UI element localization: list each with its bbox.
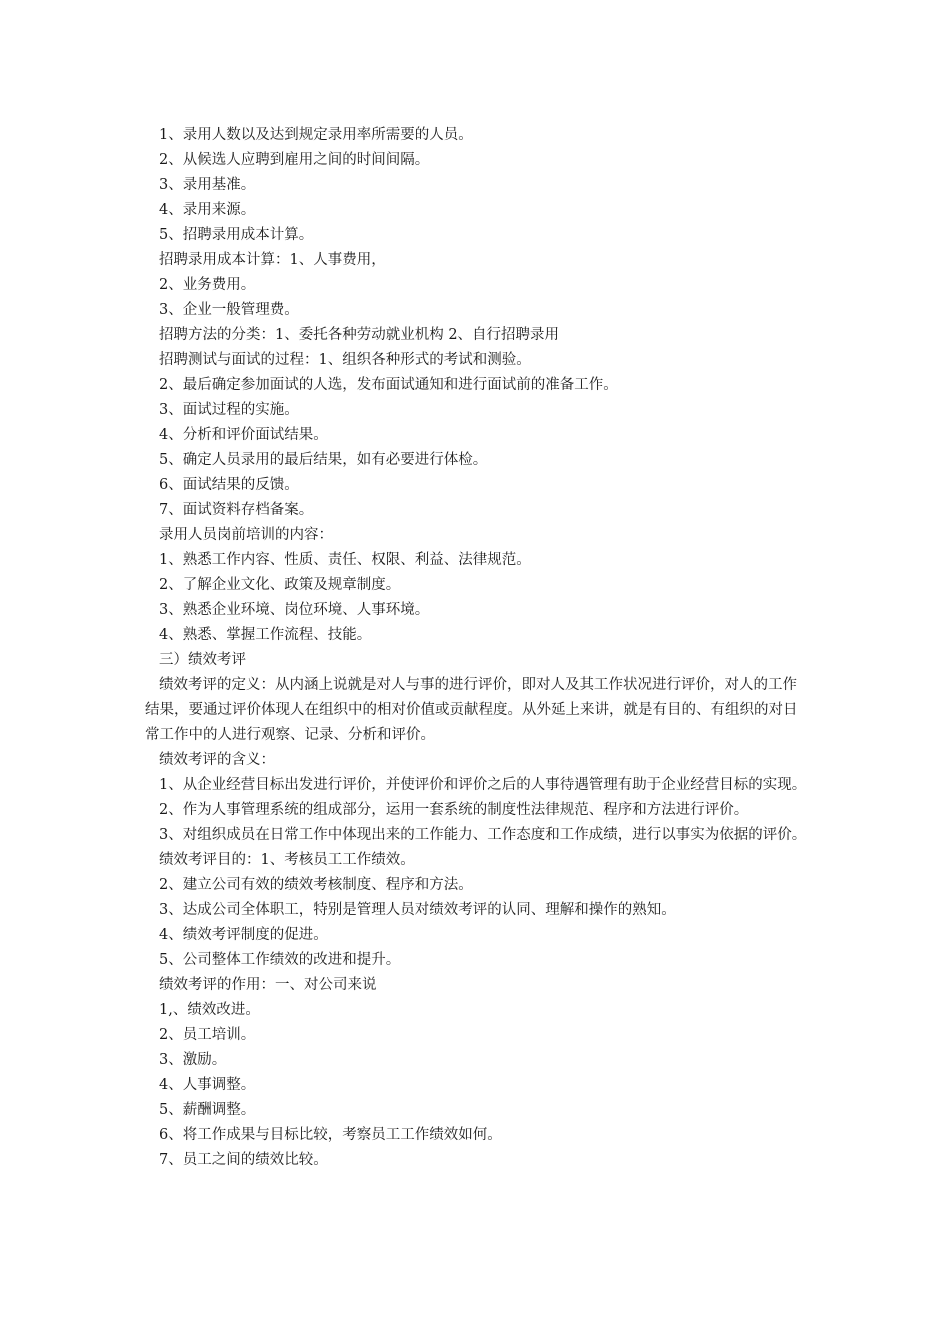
paragraph: 1、熟悉工作内容、性质、责任、权限、利益、法律规范。	[159, 552, 531, 568]
paragraph: 2、作为人事管理系统的组成部分，运用一套系统的制度性法律规范、程序和方法进行评价。	[159, 802, 749, 818]
paragraph: 2、建立公司有效的绩效考核制度、程序和方法。	[159, 877, 473, 893]
paragraph: 3、激励。	[159, 1052, 227, 1068]
paragraph: 3、熟悉企业环境、岗位环境、人事环境。	[159, 602, 430, 618]
paragraph: 3、面试过程的实施。	[159, 402, 299, 418]
paragraph: 3、录用基准。	[159, 177, 256, 193]
paragraph: 1,、绩效改进。	[159, 1002, 260, 1018]
paragraph: 4、人事调整。	[159, 1077, 256, 1093]
paragraph: 4、熟悉、掌握工作流程、技能。	[159, 627, 372, 643]
paragraph: 5、招聘录用成本计算。	[159, 227, 314, 243]
document-body	[145, 123, 810, 1173]
paragraph: 2、了解企业文化、政策及规章制度。	[159, 577, 401, 593]
paragraph: 5、薪酬调整。	[159, 1102, 256, 1118]
paragraph: 7、面试资料存档备案。	[159, 502, 314, 518]
paragraph: 绩效考评的定义：从内涵上说就是对人与事的进行评价，即对人及其工作状况进行评价，对人的工作结果，要通过评价体现人在组织中的相对价值或贡献程度。从外延上来讲，就是有目的、有组织的对日常工作中的人进行观察、记录、分析和评价。	[145, 677, 798, 743]
paragraph: 1、从企业经营目标出发进行评价，并使评价和评价之后的人事待遇管理有助于企业经营目标的实现。	[159, 777, 807, 793]
paragraph: 2、员工培训。	[159, 1027, 256, 1043]
paragraph: 3、对组织成员在日常工作中体现出来的工作能力、工作态度和工作成绩，进行以事实为依据的评价。	[159, 827, 807, 843]
paragraph: 4、录用来源。	[159, 202, 256, 218]
paragraph: 4、绩效考评制度的促进。	[159, 927, 328, 943]
paragraph: 绩效考评的作用：一、对公司来说	[159, 977, 377, 993]
paragraph: 4、分析和评价面试结果。	[159, 427, 328, 443]
paragraph: 7、员工之间的绩效比较。	[159, 1152, 328, 1168]
paragraph: 绩效考评的含义：	[159, 752, 275, 768]
paragraph: 招聘录用成本计算：1、人事费用，	[159, 252, 386, 268]
paragraph: 招聘测试与面试的过程：1、组织各种形式的考试和测验。	[159, 352, 531, 368]
paragraph: 绩效考评目的：1、考核员工工作绩效。	[159, 852, 415, 868]
paragraph: 6、面试结果的反馈。	[159, 477, 299, 493]
paragraph: 1、录用人数以及达到规定录用率所需要的人员。	[159, 127, 473, 143]
paragraph: 5、公司整体工作绩效的改进和提升。	[159, 952, 401, 968]
paragraph: 6、将工作成果与目标比较，考察员工工作绩效如何。	[159, 1127, 502, 1143]
paragraph: 5、确定人员录用的最后结果，如有必要进行体检。	[159, 452, 488, 468]
paragraph: 录用人员岗前培训的内容：	[159, 527, 333, 543]
paragraph: 3、达成公司全体职工，特别是管理人员对绩效考评的认同、理解和操作的熟知。	[159, 902, 676, 918]
paragraph: 2、从候选人应聘到雇用之间的时间间隔。	[159, 152, 430, 168]
paragraph: 招聘方法的分类：1、委托各种劳动就业机构 2、自行招聘录用	[159, 327, 560, 343]
paragraph: 2、最后确定参加面试的人选，发布面试通知和进行面试前的准备工作。	[159, 377, 618, 393]
paragraph: 3、企业一般管理费。	[159, 302, 299, 318]
section-heading: 三）绩效考评	[159, 652, 246, 668]
paragraph: 2、业务费用。	[159, 277, 256, 293]
